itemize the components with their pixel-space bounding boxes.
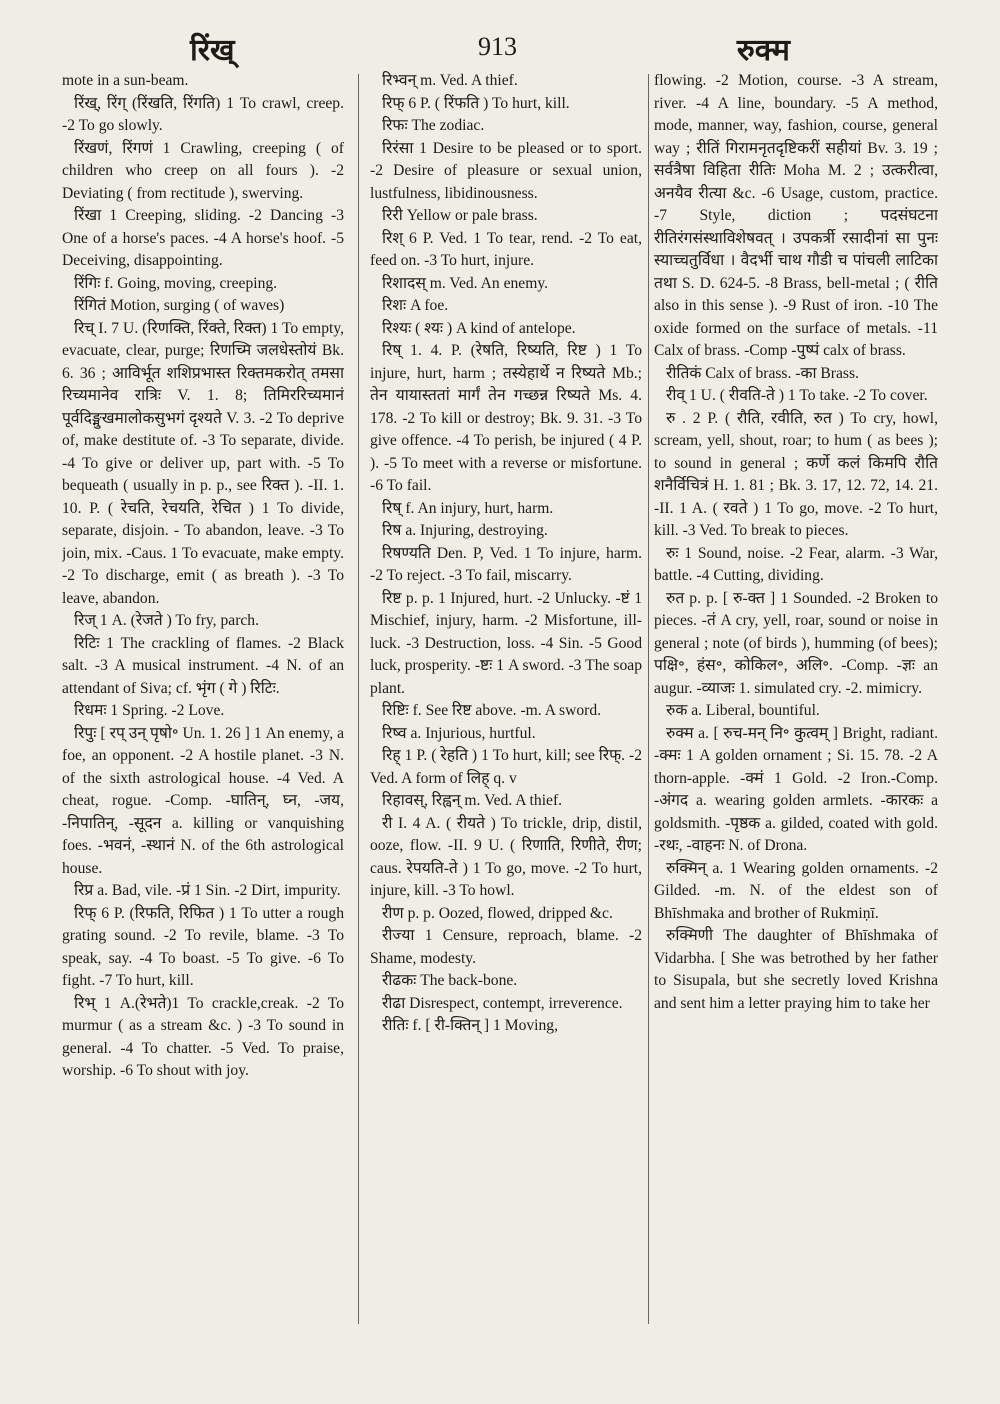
column-3 (654, 70, 938, 1370)
dictionary-entry: रीतिकं Calx of brass. -का Brass. (666, 364, 859, 382)
dictionary-entry: रिंखा 1 Creeping, sliding. -2 Dancing -3 One of a horse's paces. -4 A horse's hoof. -5 Deceiving, disappointing. (62, 207, 344, 269)
dictionary-entry: रिज् 1 A. (रेजते ) To fry, parch. (74, 612, 260, 629)
dictionary-entry: रिंगितं Motion, surging ( of waves) (74, 297, 285, 314)
dictionary-entry: रुत p. p. [ रु-क्त ] 1 Sounded. -2 Broken to pieces. -तं A cry, yell, roar, sound or noise in general ; note (of birds ), humming (of bees); पक्षि॰, हंस॰, कोकिल॰, अलि॰. -Comp. -ज्ञः an augur. -व्याजः 1. simulated cry. -2. mimicry. (654, 589, 938, 697)
dictionary-entry: रिष् f. An injury, hurt, harm. (382, 499, 554, 517)
dictionary-entry: रीण p. p. Oozed, flowed, dripped &c. (382, 904, 613, 922)
dictionary-entry: रिफ् 6 P. ( रिंफति ) To hurt, kill. (382, 94, 570, 112)
dictionary-entry: रिभ्वन् m. Ved. A thief. (382, 72, 518, 89)
column-rule (648, 74, 649, 1324)
dictionary-entry: रीव् 1 U. ( रीवति-ते ) 1 To take. -2 To cover. (666, 387, 928, 404)
dictionary-entry: रिधमः 1 Spring. -2 Love. (74, 702, 225, 719)
dictionary-entry: रिष्ट p. p. 1 Injured, hurt. -2 Unlucky. -ष्टं 1 Mischief, injury, harm. -2 Misfortune, ill-luck. -3 Destruction, loss. -4 Sin. -5 Good luck, prosperity. -ष्टः 1 A sword. -3 The soap plant. (370, 589, 642, 697)
dictionary-entry: mote in a sun-beam. (62, 72, 189, 89)
left-guide-word: रिंख् (190, 34, 235, 67)
dictionary-entry: रिष्व a. Injurious, hurtful. (382, 724, 536, 742)
dictionary-entry: रिच् I. 7 U. (रिणक्ति, रिंक्ते, रिक्त) 1 To empty, evacuate, clear, purge; रिणच्मि जलधेस्तोयं Bk. 6. 36 ; आविर्भूत शशिप्रभास्त रिक्तमकरोत् तमसा रिच्यमानेव रात्रिः V. 1. 8; तिमिररिच्यमानं पूर्वदिङ्मुखमालोकसुभगं दृश्यते V. 3. -2 To deprive of, make destitute of. -3 To separate, divide. -4 To give or deliver up, part with. -5 To bequeath ( usually in p. p., see रिक्त ). -II. 1. 10. P. ( रेचति, रेचयति, रेचित ) 1 To divide, separate, disjoin. - To abandon, leave. -3 To join, mix. -Caus. 1 To evacuate, make empty. -2 To discharge, emit ( as breath ). -3 To leave, abandon. (62, 319, 344, 607)
dictionary-entry: रिश्यः ( श्यः ) A kind of antelope. (382, 319, 576, 337)
dictionary-entry: रिटिः 1 The crackling of flames. -2 Black salt. -3 A musical instrument. -4 N. of an attendant of Siva; cf. भृंग ( गे ) रिटिः. (62, 634, 344, 697)
column-2 (370, 70, 642, 1370)
dictionary-entry: रुक्मिन् a. 1 Wearing golden ornaments. -2 Gilded. -m. N. of the eldest son of Bhīshmaka and brother of Rukmiṇī. (654, 859, 938, 922)
dictionary-entry: रिशादस् m. Ved. An enemy. (382, 274, 549, 292)
dictionary-entry: रुक a. Liberal, bountiful. (666, 702, 820, 719)
dictionary-entry: रिंगिः f. Going, moving, creeping. (74, 274, 278, 292)
dictionary-entry: रुक्मिणी The daughter of Bhīshmaka of Vidarbha. [ She was betrothed by her father to Sisupala, but she secretly loved Krishna and sent him a letter praying him to take her (654, 927, 938, 1012)
dictionary-entry: रिष्टिः f. See रिष्ट above. -m. A sword. (382, 702, 602, 719)
dictionary-entry: रु . 2 P. ( रौति, रवीति, रुत ) To cry, howl, scream, yell, shout, roar; to hum ( as bees ); to sound in general ; कर्णे कलं किमपि रौति शनैर्विचित्रं H. 1. 81 ; Bk. 3. 17, 12. 72, 14. 21. -II. 1 A. ( रवते ) 1 To go, move. -2 To hurt, kill. -3 Ved. To break to pieces. (654, 409, 938, 539)
dictionary-entry: रिरंसा 1 Desire to be pleased or to sport. -2 Desire of pleasure or sexual union, lustfulness, libidinousness. (370, 139, 642, 202)
dictionary-entry: रिभ् 1 A.(रेभते)1 To crackle,creak. -2 To murmur ( as a stream &c. ) -3 To sound in general. -4 To chatter. -5 Ved. To praise, worship. -6 To shout with joy. (62, 994, 344, 1079)
page-header (60, 28, 940, 68)
dictionary-entry: रुः 1 Sound, noise. -2 Fear, alarm. -3 War, battle. -4 Cutting, dividing. (654, 544, 938, 584)
dictionary-entry: रिशः A foe. (382, 297, 449, 314)
column-1 (62, 70, 344, 1370)
dictionary-entry: रीढा Disrespect, contempt, irreverence. (382, 994, 623, 1012)
dictionary-entry: री I. 4 A. ( रीयते ) To trickle, drip, distil, ooze, flow. -II. 9 U. ( रिणाति, रिणीते, रीण; caus. रेपयति-ते ) 1 To go, move. -2 To hurt, injure, kill. -3 To howl. (370, 814, 642, 899)
dictionary-entry: रिष a. Injuring, destroying. (382, 522, 548, 539)
dictionary-entry: रीतिः f. [ री-क्तिन् ] 1 Moving, (382, 1017, 558, 1034)
dictionary-entry: रिफ् 6 P. (रिफति, रिफित ) 1 To utter a rough grating sound. -2 To revile, blame. -3 To speak, say. -4 To boast. -5 To give. -6 To fight. -7 To hurt, kill. (62, 904, 344, 989)
dictionary-entry: रिष् 1. 4. P. (रेषति, रिष्यति, रिष्ट ) 1 To injure, hurt, harm ; तस्येहार्थे न रिष्यते Mb.; तेन यायास्ततां मार्गं तेन गच्छन्न रिष्यते Ms. 4. 178. -2 To kill or destroy; Bk. 9. 31. -3 To give offence. -4 To perish, be injured ( 4 P. ). -5 To meet with a reverse or misfortune. -6 To fail. (370, 342, 642, 494)
dictionary-entry: रिहावस्, रिह्वन् m. Ved. A thief. (382, 792, 563, 809)
dictionary-entry: रिप्र a. Bad, vile. -प्रं 1 Sin. -2 Dirt, impurity. (74, 882, 341, 899)
column-rule (358, 74, 359, 1324)
right-guide-word: रुक्म (736, 34, 790, 67)
dictionary-entry: रुक्म a. [ रुच-मन् नि॰ कुत्वम् ] Bright, radiant. -क्मः 1 A golden ornament ; Si. 15. 78. -2 A thorn-apple. -क्मं 1 Gold. -2 Iron.-Comp. -अंगद a. wearing golden armlets. -कारकः a goldsmith. -पृष्ठक a. gilded, coated with gold. -रथः, -वाहनः N. of Drona. (654, 724, 938, 854)
dictionary-entry: रीढकः The back-bone. (382, 972, 518, 989)
dictionary-entry: रिरी Yellow or pale brass. (382, 207, 538, 224)
dictionary-entry: रिंख्, रिंग् (रिंखति, रिंगति) 1 To crawl, creep. -2 To go slowly. (62, 94, 344, 134)
dictionary-entry: रिंखणं, रिंगणं 1 Crawling, creeping ( of children who creep on all fours ). -2 Deviating ( from rectitude ), swerving. (62, 139, 344, 202)
dictionary-entry: रीज्या 1 Censure, reproach, blame. -2 Shame, modesty. (370, 927, 642, 967)
dictionary-entry: flowing. -2 Motion, course. -3 A stream, river. -4 A line, boundary. -5 A method, mode, manner, way, fashion, course, general way ; रीतिं गिरामनृतदृष्टिकरीं सहीयां Bv. 3. 19 ; सर्वत्रैषा विहिता रीतिः Moha M. 2 ; उत्करीत्वा, अनयैव रीत्या &c. -6 Usage, custom, practice. -7 Style, diction ; पदसंघटना रीतिरंगसंस्थाविशेषवत् । उपकर्त्री रसादीनां सा पुनः स्याच्चतुर्विधा । वैदर्भी चाथ गौडी च पांचली लाटिका तथा S. D. 624-5. -8 Brass, bell-metal ; ( रीति also in this sense ). -9 Rust of iron. -10 The oxide formed on the surface of metals. -11 Calx of brass. -Comp -पुष्पं calx of brass. (654, 72, 938, 359)
dictionary-entry: रिषण्यति Den. P, Ved. 1 To injure, harm. -2 To reject. -3 To fail, miscarry. (370, 544, 642, 584)
dictionary-entry: रिह् 1 P. ( रेहति ) 1 To hurt, kill; see रिफ्. -2 Ved. A form of लिह् q. v (370, 747, 642, 787)
dictionary-entry: रिपुः [ रप् उन् पृषो॰ Un. 1. 26 ] 1 An enemy, a foe, an opponent. -2 A hostile planet. -3 N. of the sixth astrological house. -4 Ved. A cheat, rogue. -Comp. -घातिन्, घ्न, -जय, -निपातिन्, -सूदन a. killing or vanquishing foes. -भवनं, -स्थानं N. of the 6th astrological house. (62, 724, 344, 877)
page-number: 913 (478, 32, 517, 61)
dictionary-entry: रिफः The zodiac. (382, 117, 485, 134)
dictionary-entry: रिश् 6 P. Ved. 1 To tear, rend. -2 To eat, feed on. -3 To hurt, injure. (370, 229, 642, 269)
